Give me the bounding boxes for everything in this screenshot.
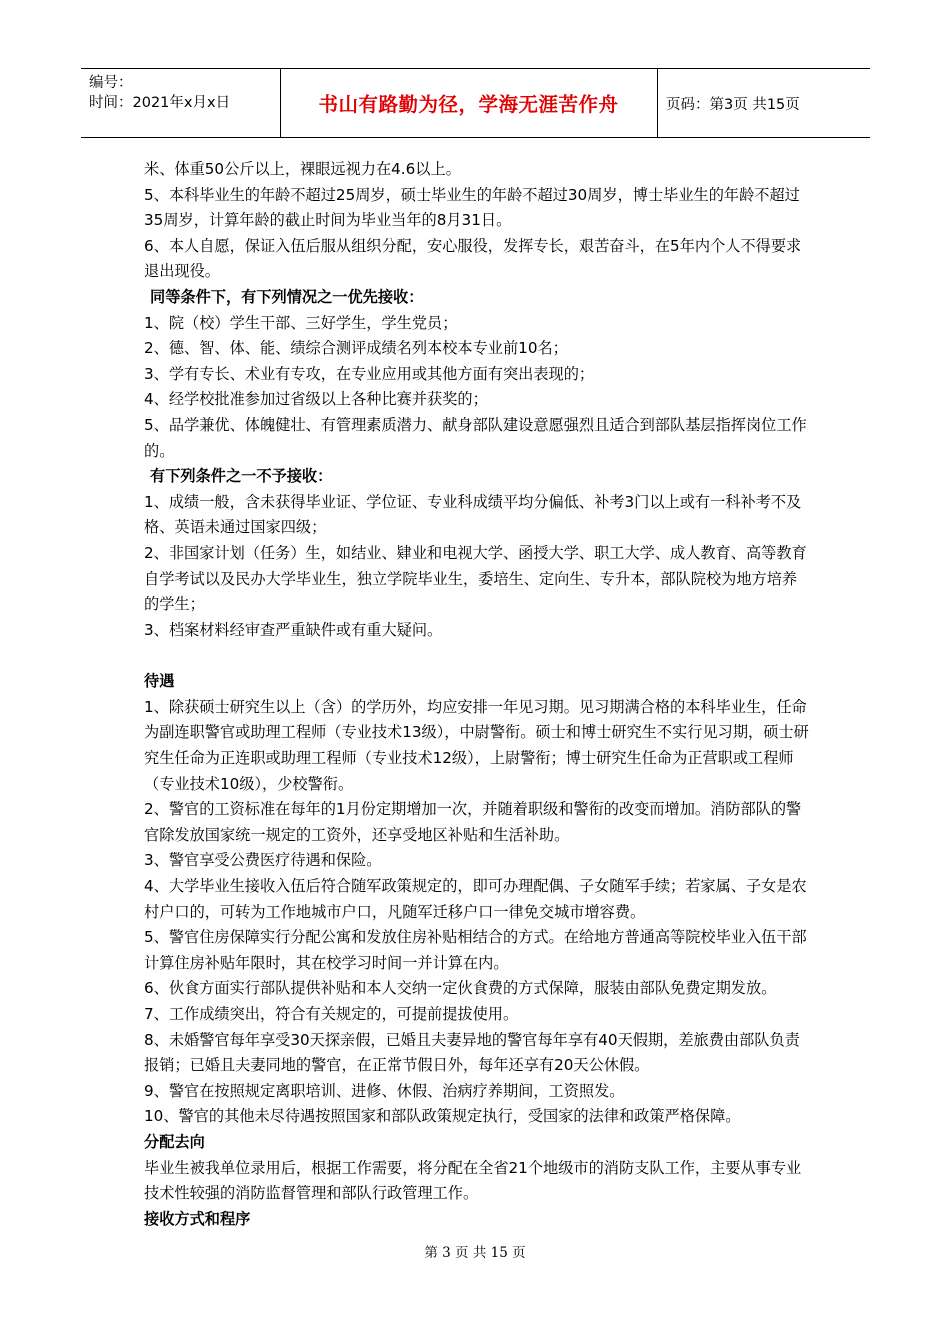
body-paragraph: 1、成绩一般，含未获得毕业证、学位证、专业科成绩平均分偏低、补考3门以上或有一科补考不及格、英语未通过国家四级； bbox=[144, 492, 802, 537]
body-paragraph: 1、院（校）学生干部、三好学生，学生党员； bbox=[144, 313, 458, 332]
page-footer: 第 3 页 共 15 页 bbox=[424, 1245, 526, 1261]
body-paragraph: 3、档案材料经审查严重缺件或有重大疑问。 bbox=[144, 620, 443, 639]
body-paragraph: 5、本科毕业生的年龄不超过25周岁，硕士毕业生的年龄不超过30周岁，博士毕业生的年龄不超过35周岁，计算年龄的截止时间为毕业当年的8月31日。 bbox=[144, 185, 800, 230]
header-left-cell bbox=[89, 73, 230, 113]
header-table bbox=[81, 68, 870, 138]
body-paragraph: 2、非国家计划（任务）生，如结业、肄业和电视大学、函授大学、职工大学、成人教育、高等教育自学考试以及民办大学毕业生，独立学院毕业生，委培生、定向生、专升本，部队院校为地方培养的学生； bbox=[144, 543, 807, 614]
body-paragraph: 9、警官在按照规定离职培训、进修、休假、治病疗养期间，工资照发。 bbox=[144, 1081, 625, 1100]
blank-line bbox=[144, 643, 812, 669]
body-paragraph: 米、体重50公斤以上，裸眼远视力在4.6以上。 bbox=[144, 160, 461, 178]
body-paragraph: 4、大学毕业生接收入伍后符合随军政策规定的，即可办理配偶、子女随军手续；若家属、子女是农村户口的，可转为工作地城市户口，凡随军迁移户口一律免交城市增容费。 bbox=[144, 877, 807, 921]
body-paragraph: 3、警官享受公费医疗待遇和保险。 bbox=[144, 851, 382, 870]
body-paragraph: 2、德、智、体、能、绩综合测评成绩名列本校本专业前10名； bbox=[144, 339, 568, 358]
header-page-label: 页码：第3页 共15页 bbox=[666, 96, 800, 113]
header-slogan: 书山有路勤为径，学海无涯苦作舟 bbox=[318, 93, 619, 116]
body-paragraph: 6、本人自愿，保证入伍后服从组织分配，安心服役，发挥专长，艰苦奋斗，在5年内个人不得要求退出现役。 bbox=[144, 236, 802, 281]
body-paragraph: 1、除获硕士研究生以上（含）的学历外，均应安排一年见习期。见习期满合格的本科毕业生，任命为副连职警官或助理工程师（专业技术13级），中尉警衔。硕士和博士研究生不实行见习期，硕士研究生任命为正连职或助理工程师（专业技术12级），上尉警衔；博士研究生任命为正营职或工程师（专业技术10级），少校警衔。 bbox=[144, 697, 809, 793]
body-paragraph: 3、学有专长、术业有专攻，在专业应用或其他方面有突出表现的； bbox=[144, 364, 595, 383]
document-body bbox=[144, 157, 812, 1232]
document-time-label: 时间：2021年x月x日 bbox=[89, 95, 231, 111]
document-number-label: 编号： bbox=[89, 75, 133, 91]
body-paragraph: 2、警官的工资标准在每年的1月份定期增加一次，并随着职级和警衔的改变而增加。消防部队的警官除发放国家统一规定的工资外，还享受地区补贴和生活补助。 bbox=[144, 800, 802, 844]
body-paragraph: 毕业生被我单位录用后，根据工作需要，将分配在全省21个地级市的消防支队工作，主要从事专业技术性较强的消防监督管理和部队行政管理工作。 bbox=[144, 1158, 802, 1203]
section-heading: 同等条件下，有下列情况之一优先接收： bbox=[150, 287, 424, 306]
section-heading: 接收方式和程序 bbox=[144, 1209, 251, 1228]
section-heading: 分配去向 bbox=[144, 1132, 205, 1151]
body-paragraph: 5、警官住房保障实行分配公寓和发放住房补贴相结合的方式。在给地方普通高等院校毕业入伍干部计算住房补贴年限时，其在校学习时间一并计算在内。 bbox=[144, 928, 807, 972]
body-paragraph: 5、品学兼优、体魄健壮、有管理素质潜力、献身部队建设意愿强烈且适合到部队基层指挥岗位工作的。 bbox=[144, 415, 807, 460]
body-paragraph: 10、警官的其他未尽待遇按照国家和部队政策规定执行，受国家的法律和政策严格保障。 bbox=[144, 1107, 741, 1126]
body-paragraph: 7、工作成绩突出，符合有关规定的，可提前提拔使用。 bbox=[144, 1005, 519, 1023]
body-paragraph: 4、经学校批准参加过省级以上各种比赛并获奖的； bbox=[144, 390, 488, 409]
body-paragraph: 6、伙食方面实行部队提供补贴和本人交纳一定伙食费的方式保障，服装由部队免费定期发放。 bbox=[144, 979, 777, 998]
header-divider bbox=[657, 69, 658, 137]
section-heading: 有下列条件之一不予接收： bbox=[150, 467, 333, 486]
body-paragraph: 8、未婚警官每年享受30天探亲假，已婚且夫妻异地的警官每年享有40天假期，差旅费由部队负责报销；已婚且夫妻同地的警官，在正常节假日外，每年还享有20天公休假。 bbox=[144, 1030, 800, 1075]
section-heading: 待遇 bbox=[144, 672, 175, 691]
